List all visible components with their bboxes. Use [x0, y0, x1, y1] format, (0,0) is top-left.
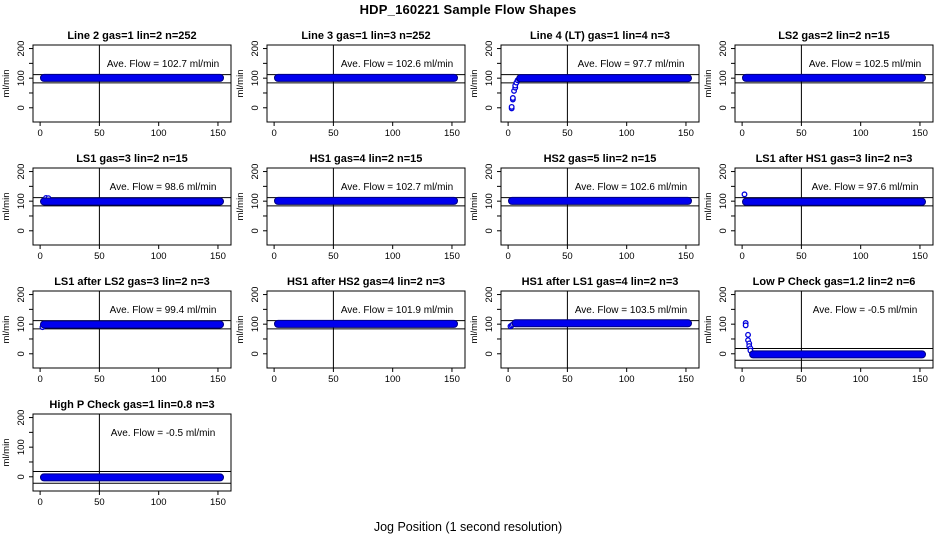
y-tick-label: 100 [16, 316, 27, 333]
subplot-title: LS1 after HS1 gas=3 lin=2 n=3 [755, 153, 913, 165]
data-band [750, 351, 926, 358]
y-tick-label: 0 [718, 228, 729, 234]
x-tick-label: 150 [678, 128, 694, 139]
ave-flow-annotation: Ave. Flow = 102.6 ml/min [340, 58, 454, 70]
x-tick-label: 50 [562, 251, 573, 262]
data-band [40, 74, 223, 81]
x-tick-label: 50 [328, 128, 339, 139]
subplot-title: HS1 after HS2 gas=4 lin=2 n=3 [286, 276, 446, 288]
x-tick-label: 0 [37, 128, 43, 139]
data-band [742, 74, 925, 81]
x-tick-label: 0 [505, 374, 511, 385]
x-tick-label: 100 [852, 374, 869, 385]
x-tick-label: 0 [271, 128, 277, 139]
subplot [468, 26, 702, 149]
subplot-title: Low P Check gas=1.2 lin=2 n=6 [752, 276, 916, 288]
figure-title: HDP_160221 Sample Flow Shapes [359, 2, 577, 17]
x-tick-label: 150 [912, 251, 928, 262]
subplot-title: LS1 gas=3 lin=2 n=15 [76, 153, 188, 165]
x-tick-label: 150 [912, 128, 928, 139]
y-tick-label: 0 [250, 228, 261, 234]
subplot-title: HS1 after LS1 gas=4 lin=2 n=3 [521, 276, 679, 288]
x-tick-label: 150 [444, 251, 460, 262]
y-tick-label: 100 [16, 70, 27, 87]
y-axis-label: ml/min [703, 192, 714, 221]
y-tick-label: 0 [484, 228, 495, 234]
plot-box [267, 168, 465, 245]
x-tick-label: 100 [150, 128, 167, 139]
plot-box [501, 45, 699, 122]
ave-flow-annotation: Ave. Flow = 98.6 ml/min [109, 181, 217, 193]
y-tick-label: 100 [16, 193, 27, 210]
data-band [517, 75, 692, 82]
data-band [40, 321, 223, 328]
y-tick-label: 200 [718, 163, 729, 180]
plot-svg [234, 149, 468, 272]
y-axis-label: ml/min [1, 438, 12, 467]
x-tick-label: 50 [94, 128, 105, 139]
data-band [508, 197, 691, 204]
plot-svg [468, 149, 702, 272]
y-tick-label: 100 [250, 193, 261, 210]
y-axis-label: ml/min [1, 192, 12, 221]
x-tick-label: 0 [271, 374, 277, 385]
x-tick-label: 0 [739, 374, 745, 385]
plot-box [735, 168, 933, 245]
data-point [742, 192, 747, 197]
y-tick-label: 100 [484, 70, 495, 87]
plot-box [267, 45, 465, 122]
x-tick-label: 50 [796, 251, 807, 262]
y-tick-label: 100 [718, 193, 729, 210]
subplot-title: LS2 gas=2 lin=2 n=15 [778, 30, 890, 42]
subplot [234, 272, 468, 395]
plot-box [33, 291, 231, 368]
y-tick-label: 100 [718, 316, 729, 333]
subplot [0, 149, 234, 272]
plot-svg [468, 272, 702, 395]
subplot [0, 26, 234, 149]
x-tick-label: 100 [618, 251, 635, 262]
subplot-title: HS1 gas=4 lin=2 n=15 [309, 153, 423, 165]
y-tick-label: 100 [16, 439, 27, 456]
subplot [702, 26, 936, 149]
subplot [0, 272, 234, 395]
data-point [511, 96, 516, 101]
x-tick-label: 50 [328, 251, 339, 262]
plot-svg [702, 149, 936, 272]
y-tick-label: 0 [250, 105, 261, 111]
subplot [702, 272, 936, 395]
y-tick-label: 200 [16, 409, 27, 426]
y-axis-label: ml/min [469, 315, 480, 344]
y-tick-label: 200 [718, 286, 729, 303]
y-axis-label: ml/min [1, 69, 12, 98]
ave-flow-annotation: Ave. Flow = 97.6 ml/min [811, 181, 919, 193]
y-tick-label: 0 [718, 105, 729, 111]
y-tick-label: 0 [718, 351, 729, 357]
plot-svg [0, 149, 234, 272]
plot-svg [0, 26, 234, 149]
y-tick-label: 0 [484, 351, 495, 357]
plot-box [735, 45, 933, 122]
x-tick-label: 150 [210, 497, 226, 508]
x-tick-label: 150 [678, 374, 694, 385]
y-tick-label: 200 [484, 40, 495, 57]
y-axis-label: ml/min [469, 192, 480, 221]
x-tick-label: 0 [739, 251, 745, 262]
x-tick-label: 100 [618, 374, 635, 385]
x-tick-label: 150 [444, 374, 460, 385]
y-axis-label: ml/min [1, 315, 12, 344]
data-band [512, 320, 691, 327]
y-axis-label: ml/min [235, 315, 246, 344]
plots-grid [0, 26, 936, 518]
y-tick-label: 200 [718, 40, 729, 57]
data-band [274, 74, 457, 81]
x-tick-label: 50 [562, 374, 573, 385]
y-tick-label: 0 [484, 105, 495, 111]
x-tick-label: 0 [37, 251, 43, 262]
plot-box [501, 291, 699, 368]
subplot-title: Line 3 gas=1 lin=3 n=252 [301, 30, 431, 42]
plot-svg [234, 272, 468, 395]
ave-flow-annotation: Ave. Flow = 103.5 ml/min [574, 304, 688, 316]
y-tick-label: 200 [16, 163, 27, 180]
x-tick-label: 0 [505, 251, 511, 262]
ave-flow-annotation: Ave. Flow = 102.5 ml/min [808, 58, 922, 70]
data-point [743, 323, 748, 328]
x-tick-label: 50 [796, 128, 807, 139]
subplot [702, 149, 936, 272]
plot-box [501, 168, 699, 245]
y-tick-label: 0 [16, 228, 27, 234]
data-point [746, 333, 751, 338]
x-tick-label: 0 [739, 128, 745, 139]
plot-svg [0, 272, 234, 395]
x-tick-label: 100 [618, 128, 635, 139]
x-tick-label: 50 [328, 374, 339, 385]
subplot-title: High P Check gas=1 lin=0.8 n=3 [49, 399, 215, 411]
data-band [40, 198, 223, 205]
ave-flow-annotation: Ave. Flow = -0.5 ml/min [110, 427, 216, 439]
x-tick-label: 0 [271, 251, 277, 262]
y-tick-label: 100 [484, 193, 495, 210]
y-tick-label: 100 [250, 316, 261, 333]
x-tick-label: 100 [384, 128, 401, 139]
x-tick-label: 150 [210, 128, 226, 139]
x-tick-label: 100 [384, 251, 401, 262]
y-axis-label: ml/min [703, 69, 714, 98]
x-tick-label: 100 [150, 251, 167, 262]
data-point [509, 105, 514, 110]
plot-box [33, 168, 231, 245]
subplot [468, 149, 702, 272]
y-tick-label: 0 [16, 351, 27, 357]
y-axis-label: ml/min [235, 69, 246, 98]
x-tick-label: 50 [94, 374, 105, 385]
y-tick-label: 200 [484, 286, 495, 303]
x-tick-label: 100 [150, 497, 167, 508]
subplot-title: Line 2 gas=1 lin=2 n=252 [67, 30, 197, 42]
y-tick-label: 100 [250, 70, 261, 87]
y-tick-label: 200 [250, 286, 261, 303]
x-tick-label: 100 [384, 374, 401, 385]
x-tick-label: 150 [210, 251, 226, 262]
subplot [234, 26, 468, 149]
x-tick-label: 100 [150, 374, 167, 385]
x-tick-label: 0 [37, 497, 43, 508]
y-tick-label: 200 [16, 286, 27, 303]
x-tick-label: 100 [852, 251, 869, 262]
y-tick-label: 200 [484, 163, 495, 180]
ave-flow-annotation: Ave. Flow = 97.7 ml/min [577, 58, 685, 70]
y-axis-label: ml/min [235, 192, 246, 221]
x-tick-label: 0 [505, 128, 511, 139]
x-axis-label: Jog Position (1 second resolution) [373, 520, 563, 534]
ave-flow-annotation: Ave. Flow = -0.5 ml/min [812, 304, 918, 316]
data-band [274, 197, 457, 204]
ave-flow-annotation: Ave. Flow = 101.9 ml/min [340, 304, 454, 316]
subplot [0, 395, 234, 518]
ave-flow-annotation: Ave. Flow = 102.7 ml/min [340, 181, 454, 193]
x-tick-label: 100 [852, 128, 869, 139]
plot-box [33, 45, 231, 122]
x-tick-label: 0 [37, 374, 43, 385]
data-band [742, 198, 925, 205]
y-tick-label: 200 [250, 163, 261, 180]
x-tick-label: 150 [210, 374, 226, 385]
y-axis-label: ml/min [469, 69, 480, 98]
x-tick-label: 50 [94, 251, 105, 262]
y-tick-label: 200 [250, 40, 261, 57]
plot-svg [468, 26, 702, 149]
plot-svg [0, 395, 234, 518]
y-tick-label: 200 [16, 40, 27, 57]
plot-svg [702, 26, 936, 149]
x-tick-label: 150 [912, 374, 928, 385]
x-tick-label: 50 [796, 374, 807, 385]
y-tick-label: 100 [484, 316, 495, 333]
ave-flow-annotation: Ave. Flow = 99.4 ml/min [109, 304, 217, 316]
y-tick-label: 100 [718, 70, 729, 87]
subplot-title: HS2 gas=5 lin=2 n=15 [543, 153, 657, 165]
data-band [274, 320, 457, 327]
subplot-title: Line 4 (LT) gas=1 lin=4 n=3 [529, 30, 671, 42]
data-band [40, 474, 223, 481]
y-tick-label: 0 [250, 351, 261, 357]
plot-svg [234, 26, 468, 149]
ave-flow-annotation: Ave. Flow = 102.6 ml/min [574, 181, 688, 193]
plot-box [267, 291, 465, 368]
y-axis-label: ml/min [703, 315, 714, 344]
x-tick-label: 150 [678, 251, 694, 262]
x-tick-label: 50 [94, 497, 105, 508]
x-tick-label: 50 [562, 128, 573, 139]
y-tick-label: 0 [16, 105, 27, 111]
subplot [234, 149, 468, 272]
subplot [468, 272, 702, 395]
plot-svg [702, 272, 936, 395]
y-tick-label: 0 [16, 474, 27, 480]
x-tick-label: 150 [444, 128, 460, 139]
ave-flow-annotation: Ave. Flow = 102.7 ml/min [106, 58, 220, 70]
subplot-title: LS1 after LS2 gas=3 lin=2 n=3 [54, 276, 210, 288]
